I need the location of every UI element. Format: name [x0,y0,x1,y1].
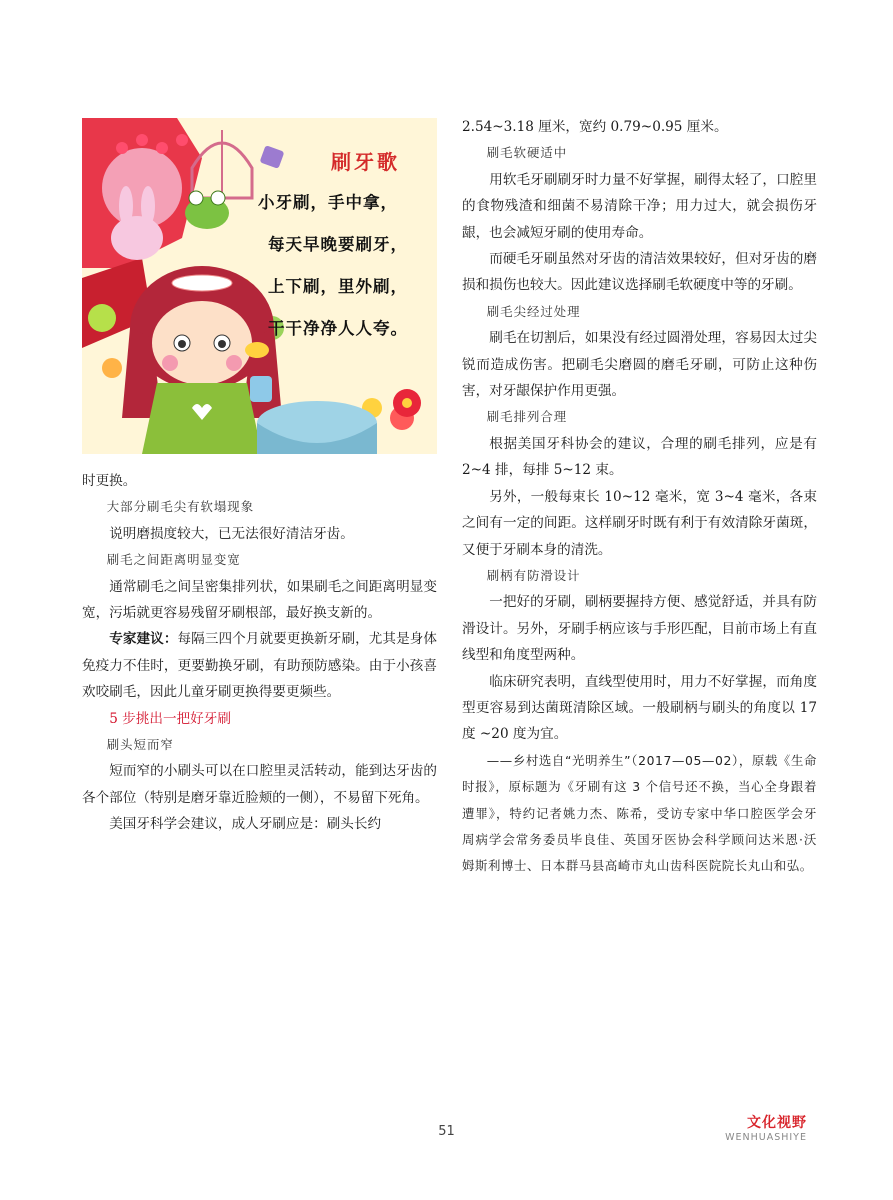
song-line: 小牙刷，手中拿， [258,193,398,212]
subheading: 刷头短而窄 [106,737,174,753]
song-line: 每天早晚要刷牙， [268,235,408,254]
toothbrush-song-illustration [82,118,437,454]
paragraph: 一把好的牙刷，刷柄要握持方便、感觉舒适，并具有防滑设计。另外，牙刷手柄应该与手形匹配，目前市场上有直线型和角度型两种。 [462,594,817,664]
expert-advice [82,626,437,705]
subheading: 刷毛排列合理 [486,409,568,425]
subheading: 刷毛之间距离明显变宽 [106,552,241,568]
paragraph: 根据美国牙科协会的建议，合理的刷毛排列，应是有 2~4 排，每排 5~12 束。 [462,435,817,479]
song-title: 刷牙歌 [331,150,400,174]
song-line: 干干净净人人夸。 [268,319,408,338]
expert-label: 专家建议： [109,631,178,648]
section-heading: 5 步挑出一把好牙刷 [109,710,231,727]
subheading: 刷毛软硬适中 [486,145,568,161]
brand-pinyin: WENHUASHIYE [725,1132,807,1143]
brand-block [725,1112,807,1143]
song-line: 上下刷，里外刷， [268,277,408,296]
right-column [462,114,817,880]
paragraph: 美国牙科学会建议，成人牙刷应是：刷头长约 [109,816,382,833]
paragraph: 说明磨损度较大，已无法很好清洁牙齿。 [109,525,354,542]
expert-text: 每隔三四个月就要更换新牙刷，尤其是身体免疫力不佳时，更要勤换牙刷，有助预防感染。由于小孩喜欢咬刷毛，因此儿童牙刷更换得要更频些。 [82,631,438,701]
subheading: 刷毛尖经过处理 [486,303,581,319]
paragraph: 临床研究表明，直线型使用时，用力不好掌握，而角度型更容易到达菌斑清除区域。一般刷柄与刷头的角度以 17 度 ~20 度为宜。 [462,673,817,743]
page-number: 51 [438,1124,455,1139]
source-note: ——乡村选自“光明养生”（2017—05—02），原载《生命时报》，原标题为《牙刷有这 3 个信号还不换，当心全身跟着遭罪》，特约记者姚力杰、陈希，受访专家中华口腔医学会牙周病学会常务委员毕良佳、英国牙医协会科学顾问达米恩·沃姆斯利博士、日本群马县高崎市丸山齿科医院院长丸山和弘。 [462,752,817,874]
paragraph: 短而窄的小刷头可以在口腔里灵活转动，能到达牙齿的各个部位（特别是磨牙靠近脸颊的一侧），不易留下死角。 [82,763,437,806]
subheading: 大部分刷毛尖有软塌现象 [106,499,255,515]
brand-name: 文化视野 [747,1115,807,1131]
paragraph: 时更换。 [82,473,137,489]
subheading: 刷柄有防滑设计 [486,567,581,583]
song-poem [258,146,433,339]
paragraph: 通常刷毛之间呈密集排列状，如果刷毛之间距离明显变宽，污垢就更容易残留牙刷根部，最好换支新的。 [82,578,437,622]
paragraph: 用软毛牙刷刷牙时力量不好掌握，刷得太轻了，口腔里的食物残渣和细菌不易清除干净；用力过大，就会损伤牙龈，也会减短牙刷的使用寿命。 [462,171,817,241]
paragraph: 刷毛在切割后，如果没有经过圆滑处理，容易因太过尖锐而造成伤害。把刷毛尖磨圆的磨毛牙刷，可防止这种伤害，对牙龈保护作用更强。 [462,330,817,400]
paragraph: 2.54~3.18 厘米，宽约 0.79~0.95 厘米。 [462,119,728,135]
left-column [82,468,437,838]
paragraph: 而硬毛牙刷虽然对牙齿的清洁效果较好，但对牙齿的磨损和损伤也较大。因此建议选择刷毛软硬度中等的牙刷。 [462,251,817,294]
paragraph: 另外，一般每束长 10~12 毫米，宽 3~4 毫米，各束之间有一定的间距。这样刷牙时既有利于有效清除牙菌斑，又便于牙刷本身的清洗。 [462,488,817,558]
